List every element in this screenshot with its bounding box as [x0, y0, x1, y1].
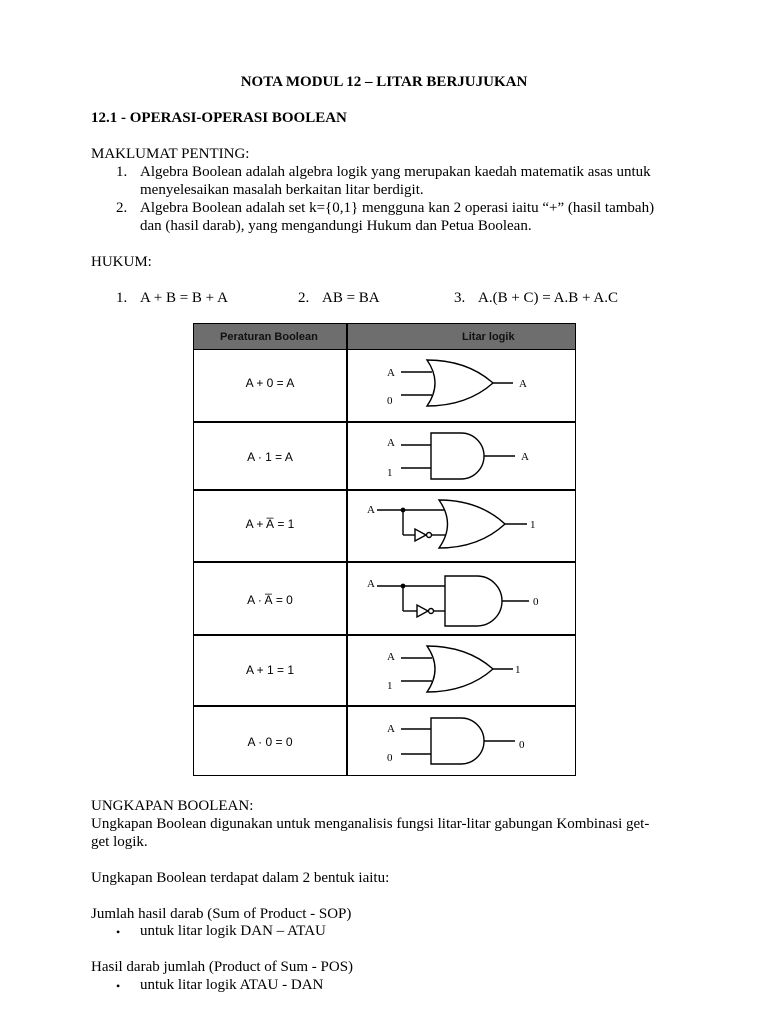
ungkapan-paragraph-line: get logik. [91, 834, 148, 850]
and-gate-with-inverter-icon [377, 576, 529, 626]
rule-text: A · 0 = 0 [247, 735, 293, 749]
table-header-rule: Peraturan Boolean [220, 331, 318, 343]
section-heading: 12.1 - OPERASI-OPERASI BOOLEAN [91, 110, 347, 126]
bullet-icon: • [116, 979, 121, 993]
input-label: A [367, 578, 375, 590]
input-label: A [387, 367, 395, 379]
ungkapan-heading: UNGKAPAN BOOLEAN: [91, 798, 254, 814]
and-gate-icon [401, 433, 515, 479]
output-label: 0 [519, 739, 525, 751]
output-label: A [519, 378, 527, 390]
input-label: 0 [387, 752, 393, 764]
pos-label: Hasil darab jumlah (Product of Sum - POS) [91, 959, 354, 975]
input-label: A [367, 504, 375, 516]
ungkapan-paragraph-line: Ungkapan Boolean digunakan untuk menganalisis fungsi litar-litar gabungan Kombinasi get- [91, 816, 650, 832]
input-label: A [387, 651, 395, 663]
or-gate-icon [401, 646, 513, 692]
page-title: NOTA MODUL 12 – LITAR BERJUJUKAN [240, 74, 528, 90]
input-label: 0 [387, 395, 393, 407]
ungkapan-forms-text: Ungkapan Boolean terdapat dalam 2 bentuk iaitu: [91, 870, 390, 886]
bullet-icon: • [116, 925, 121, 939]
maklumat-heading: MAKLUMAT PENTING: [91, 146, 250, 162]
pos-bullet-text: untuk litar logik ATAU - DAN [140, 977, 324, 993]
law-text: A + B = B + A [140, 290, 228, 306]
boolean-rules-table [193, 323, 576, 776]
input-label: A [387, 437, 395, 449]
input-label: A [387, 723, 395, 735]
and-gate-icon [401, 718, 515, 764]
list-number: 2. [116, 200, 128, 216]
list-item-text: Algebra Boolean adalah algebra logik yang merupakan kaedah matematik asas untuk [140, 164, 651, 180]
or-gate-with-inverter-icon [377, 500, 527, 548]
rule-text: A + 1 = 1 [245, 663, 295, 677]
list-item-text: dan (hasil darab), yang mengandungi Hukum dan Petua Boolean. [140, 218, 532, 234]
rule-text: A · A̅ = 0 [247, 593, 293, 607]
rule-text: A + A̅ = 1 [245, 517, 295, 531]
list-item-text: Algebra Boolean adalah set k={0,1} mengguna kan 2 operasi iaitu “+” (hasil tambah) [140, 200, 655, 216]
table-header-circuit: Litar logik [462, 331, 515, 343]
law-number: 3. [454, 290, 466, 306]
rule-text: A · 1 = A [247, 450, 293, 464]
law-text: AB = BA [322, 290, 380, 306]
logic-circuits [347, 324, 577, 777]
list-number: 1. [116, 164, 128, 180]
list-item-text: menyelesaikan masalah berkaitan litar berdigit. [140, 182, 424, 198]
or-gate-icon [401, 360, 513, 406]
output-label: 1 [530, 519, 536, 531]
law-text: A.(B + C) = A.B + A.C [478, 290, 618, 306]
sop-bullet-text: untuk litar logik DAN – ATAU [140, 923, 326, 939]
output-label: 1 [515, 664, 521, 676]
law-number: 1. [116, 290, 128, 306]
rule-text: A + 0 = A [245, 376, 295, 390]
output-label: 0 [533, 596, 539, 608]
output-label: A [521, 451, 529, 463]
sop-label: Jumlah hasil darab (Sum of Product - SOP) [91, 906, 352, 922]
input-label: 1 [387, 467, 393, 479]
hukum-heading: HUKUM: [91, 254, 152, 270]
input-label: 1 [387, 680, 393, 692]
law-number: 2. [298, 290, 310, 306]
